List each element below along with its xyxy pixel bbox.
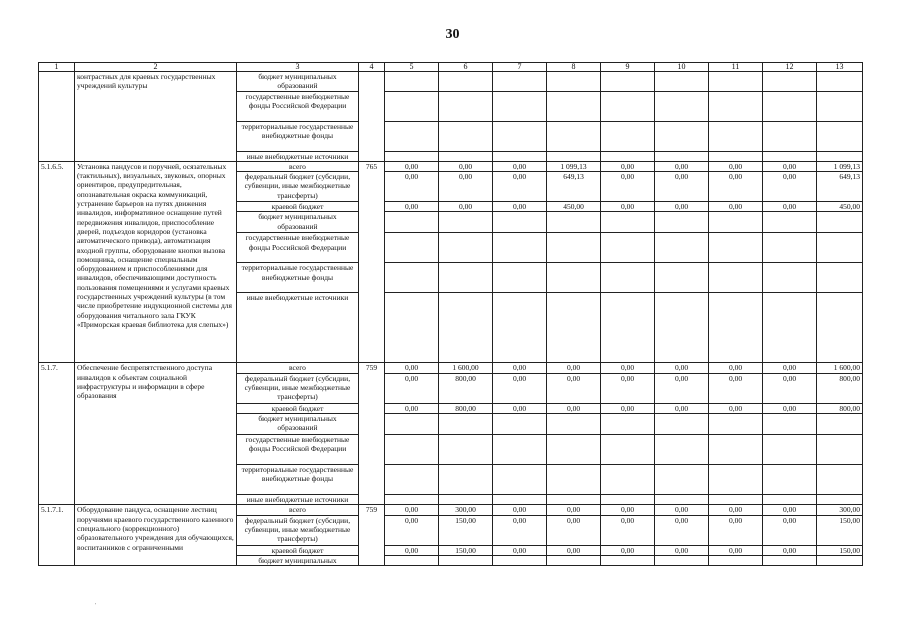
value-cell [493,121,547,151]
value-cell: 0,00 [493,172,547,202]
value-cell [601,91,655,121]
page-number: 30 [445,27,460,42]
value-cell: 0,00 [655,161,709,171]
value-cell: 0,00 [763,515,817,545]
funding-source: территориальные государственные внебюджетные фонды [237,465,359,495]
value-cell [547,435,601,465]
item-ministry-code [359,72,385,162]
value-cell: 0,00 [763,363,817,373]
funding-source: государственные внебюджетные фонды Российской Федерации [237,435,359,465]
value-cell: 0,00 [763,373,817,403]
table-row [39,161,863,171]
value-cell [493,212,547,233]
value-cell [817,495,863,505]
value-cell [763,414,817,435]
value-cell [709,555,763,565]
value-cell: 0,00 [385,545,439,555]
value-cell [763,293,817,363]
funding-source: бюджет муниципальных образований [237,212,359,233]
value-cell: 0,00 [709,363,763,373]
value-cell [709,91,763,121]
value-cell [439,121,493,151]
value-cell: 0,00 [601,161,655,171]
item-code: 5.1.7.1. [39,505,75,566]
value-cell: 0,00 [547,403,601,413]
value-cell: 300,00 [439,505,493,515]
value-cell [493,495,547,505]
value-cell [385,555,439,565]
value-cell [601,72,655,92]
value-cell: 0,00 [493,545,547,555]
value-cell: 0,00 [493,161,547,171]
value-cell [385,465,439,495]
value-cell [601,495,655,505]
value-cell [709,414,763,435]
value-cell [547,212,601,233]
value-cell [547,72,601,92]
value-cell [709,72,763,92]
value-cell [493,72,547,92]
value-cell [763,212,817,233]
value-cell [709,435,763,465]
value-cell: 0,00 [709,545,763,555]
value-cell [601,555,655,565]
value-cell [385,91,439,121]
value-cell [817,121,863,151]
value-cell [385,72,439,92]
value-cell [439,151,493,161]
value-cell [763,435,817,465]
funding-source: всего [237,363,359,373]
value-cell [601,435,655,465]
value-cell [439,414,493,435]
value-cell: 0,00 [763,172,817,202]
value-cell: 0,00 [439,172,493,202]
value-cell [763,555,817,565]
value-cell [547,465,601,495]
value-cell: 800,00 [817,373,863,403]
item-code: 5.1.6.5. [39,161,75,363]
value-cell [655,151,709,161]
value-cell: 0,00 [385,505,439,515]
value-cell: 0,00 [493,373,547,403]
column-number: 13 [817,63,863,72]
budget-table [38,62,863,566]
value-cell: 0,00 [709,403,763,413]
funding-source: федеральный бюджет (субсидии, субвенции, иные межбюджетные трансферты) [237,172,359,202]
value-cell [385,212,439,233]
column-number: 8 [547,63,601,72]
value-cell [817,263,863,293]
value-cell [655,121,709,151]
funding-source: территориальные государственные внебюджетные фонды [237,263,359,293]
value-cell [601,121,655,151]
value-cell [493,151,547,161]
value-cell: 0,00 [385,515,439,545]
value-cell: 0,00 [547,515,601,545]
column-number: 3 [237,63,359,72]
value-cell [817,465,863,495]
value-cell [709,151,763,161]
value-cell [655,233,709,263]
value-cell [655,293,709,363]
table-row [39,505,863,515]
value-cell [709,263,763,293]
value-cell [763,465,817,495]
value-cell: 1 600,00 [817,363,863,373]
value-cell [547,555,601,565]
item-code: 5.1.7. [39,363,75,505]
value-cell [763,91,817,121]
value-cell: 800,00 [817,403,863,413]
funding-source: федеральный бюджет (субсидии, субвенции, иные межбюджетные трансферты) [237,515,359,545]
value-cell [439,495,493,505]
value-cell [439,293,493,363]
value-cell [547,293,601,363]
value-cell: 0,00 [763,403,817,413]
funding-source: бюджет муниципальных [237,555,359,565]
item-ministry-code: 759 [359,363,385,505]
value-cell [385,293,439,363]
value-cell [601,212,655,233]
value-cell: 0,00 [601,373,655,403]
value-cell [709,465,763,495]
column-number: 4 [359,63,385,72]
funding-source: государственные внебюджетные фонды Российской Федерации [237,91,359,121]
value-cell [601,414,655,435]
value-cell [763,151,817,161]
value-cell: 0,00 [709,373,763,403]
value-cell [655,263,709,293]
value-cell: 0,00 [655,172,709,202]
value-cell: 0,00 [493,403,547,413]
value-cell [763,495,817,505]
value-cell: 0,00 [385,202,439,212]
value-cell [493,293,547,363]
value-cell: 0,00 [763,202,817,212]
funding-source: иные внебюджетные источники [237,151,359,161]
value-cell: 300,00 [817,505,863,515]
value-cell: 0,00 [601,545,655,555]
value-cell [601,263,655,293]
value-cell: 0,00 [601,403,655,413]
value-cell [655,555,709,565]
funding-source: иные внебюджетные источники [237,293,359,363]
value-cell: 0,00 [493,505,547,515]
value-cell: 0,00 [709,515,763,545]
value-cell [439,555,493,565]
funding-source: территориальные государственные внебюджетные фонды [237,121,359,151]
value-cell: 0,00 [439,202,493,212]
table-row [39,363,863,373]
value-cell [817,72,863,92]
table-body [39,63,863,566]
value-cell: 0,00 [385,172,439,202]
value-cell [547,263,601,293]
value-cell [601,151,655,161]
value-cell [439,465,493,495]
value-cell [817,212,863,233]
column-number: 5 [385,63,439,72]
value-cell [439,72,493,92]
scan-mark: ' [95,603,97,609]
value-cell: 649,13 [547,172,601,202]
value-cell [493,91,547,121]
column-number: 10 [655,63,709,72]
funding-source: всего [237,505,359,515]
value-cell [817,293,863,363]
value-cell [385,151,439,161]
table-row [39,72,863,92]
value-cell [439,435,493,465]
value-cell [763,263,817,293]
value-cell: 0,00 [709,505,763,515]
value-cell: 0,00 [547,373,601,403]
value-cell [547,233,601,263]
value-cell [817,233,863,263]
value-cell: 150,00 [439,545,493,555]
value-cell: 0,00 [547,505,601,515]
value-cell [385,495,439,505]
value-cell [655,212,709,233]
value-cell: 0,00 [385,373,439,403]
value-cell [493,263,547,293]
item-name: Оборудование пандуса, оснащение лестниц поручнями краевого государственного казенного специального (коррекционного) образовательного учреждения для обучающихся, воспитанников с ограниченными [75,505,237,566]
item-name: контрастных для краевых государственных учреждений культуры [75,72,237,162]
value-cell: 1 600,00 [439,363,493,373]
column-number: 12 [763,63,817,72]
value-cell [817,151,863,161]
funding-source: краевой бюджет [237,202,359,212]
value-cell [385,263,439,293]
value-cell [385,414,439,435]
value-cell [493,555,547,565]
value-cell [655,465,709,495]
value-cell [547,91,601,121]
value-cell: 450,00 [547,202,601,212]
value-cell [763,121,817,151]
value-cell [655,435,709,465]
value-cell [817,91,863,121]
value-cell: 0,00 [547,545,601,555]
item-ministry-code: 765 [359,161,385,363]
item-code [39,72,75,162]
value-cell: 150,00 [817,515,863,545]
value-cell: 450,00 [817,202,863,212]
funding-source: бюджет муниципальных образований [237,72,359,92]
value-cell: 1 099,13 [547,161,601,171]
funding-source: краевой бюджет [237,403,359,413]
value-cell [709,121,763,151]
column-number: 9 [601,63,655,72]
value-cell [655,72,709,92]
value-cell [817,555,863,565]
value-cell: 150,00 [817,545,863,555]
item-ministry-code: 759 [359,505,385,566]
value-cell: 0,00 [655,373,709,403]
value-cell: 1 099,13 [817,161,863,171]
value-cell: 0,00 [763,545,817,555]
value-cell: 0,00 [655,363,709,373]
value-cell [709,495,763,505]
value-cell: 0,00 [655,545,709,555]
value-cell: 0,00 [601,202,655,212]
funding-source: государственные внебюджетные фонды Российской Федерации [237,233,359,263]
value-cell [655,414,709,435]
value-cell: 0,00 [439,161,493,171]
value-cell [601,233,655,263]
value-cell: 0,00 [385,403,439,413]
funding-source: всего [237,161,359,171]
column-number: 11 [709,63,763,72]
value-cell: 0,00 [655,403,709,413]
value-cell [655,91,709,121]
value-cell: 0,00 [493,515,547,545]
value-cell: 0,00 [601,515,655,545]
value-cell: 0,00 [709,172,763,202]
column-number-row [39,63,863,72]
value-cell [709,293,763,363]
value-cell [817,435,863,465]
value-cell: 0,00 [601,172,655,202]
value-cell [385,435,439,465]
value-cell [439,233,493,263]
value-cell: 800,00 [439,403,493,413]
value-cell [439,91,493,121]
item-name: Установка пандусов и поручней, осязательных (тактильных), визуальных, звуковых, опорных ориентиров, предупредительная, опознавательная окраска коммуникаций, устранение барьеров на путях движения инвалидов, информативное оснащение путей передвижения инвалидов, приспособление дверей, подъездов коридоров (установка автоматического привода), автоматизация входной группы, оборудование кнопки вызова помощника, оснащение специальным оборудованием и приспособлениями для инвалидов, обеспечивающими доступность пользования помещениями и услугами краевых государственных учреждений культуры (в том числе приобретение индукционной системы для оборудования читального зала ГКУК «Приморская краевая библиотека для слепых») [75,161,237,363]
value-cell [709,233,763,263]
value-cell [709,212,763,233]
value-cell [763,233,817,263]
value-cell [439,263,493,293]
value-cell [655,495,709,505]
value-cell [385,121,439,151]
value-cell: 649,13 [817,172,863,202]
column-number: 1 [39,63,75,72]
value-cell [547,121,601,151]
value-cell: 0,00 [709,161,763,171]
value-cell [817,414,863,435]
funding-source: федеральный бюджет (субсидии, субвенции, иные межбюджетные трансферты) [237,373,359,403]
value-cell [601,293,655,363]
value-cell: 0,00 [601,505,655,515]
value-cell: 0,00 [655,202,709,212]
value-cell [547,414,601,435]
value-cell: 0,00 [493,363,547,373]
value-cell [493,435,547,465]
value-cell [385,233,439,263]
column-number: 7 [493,63,547,72]
value-cell: 800,00 [439,373,493,403]
value-cell [763,72,817,92]
value-cell: 0,00 [493,202,547,212]
value-cell [547,495,601,505]
value-cell [493,414,547,435]
value-cell: 0,00 [601,363,655,373]
value-cell: 0,00 [385,363,439,373]
value-cell [601,465,655,495]
column-number: 2 [75,63,237,72]
value-cell: 0,00 [655,515,709,545]
value-cell: 0,00 [385,161,439,171]
funding-source: краевой бюджет [237,545,359,555]
value-cell [547,151,601,161]
value-cell [493,465,547,495]
value-cell: 0,00 [763,161,817,171]
value-cell: 150,00 [439,515,493,545]
column-number: 6 [439,63,493,72]
value-cell: 0,00 [655,505,709,515]
funding-source: бюджет муниципальных образований [237,414,359,435]
value-cell: 0,00 [763,505,817,515]
value-cell [439,212,493,233]
item-name: Обеспечение беспрепятственного доступа инвалидов к объектам социальной инфраструктуры и информации в сфере образования [75,363,237,505]
value-cell [493,233,547,263]
value-cell: 0,00 [709,202,763,212]
value-cell: 0,00 [547,363,601,373]
funding-source: иные внебюджетные источники [237,495,359,505]
